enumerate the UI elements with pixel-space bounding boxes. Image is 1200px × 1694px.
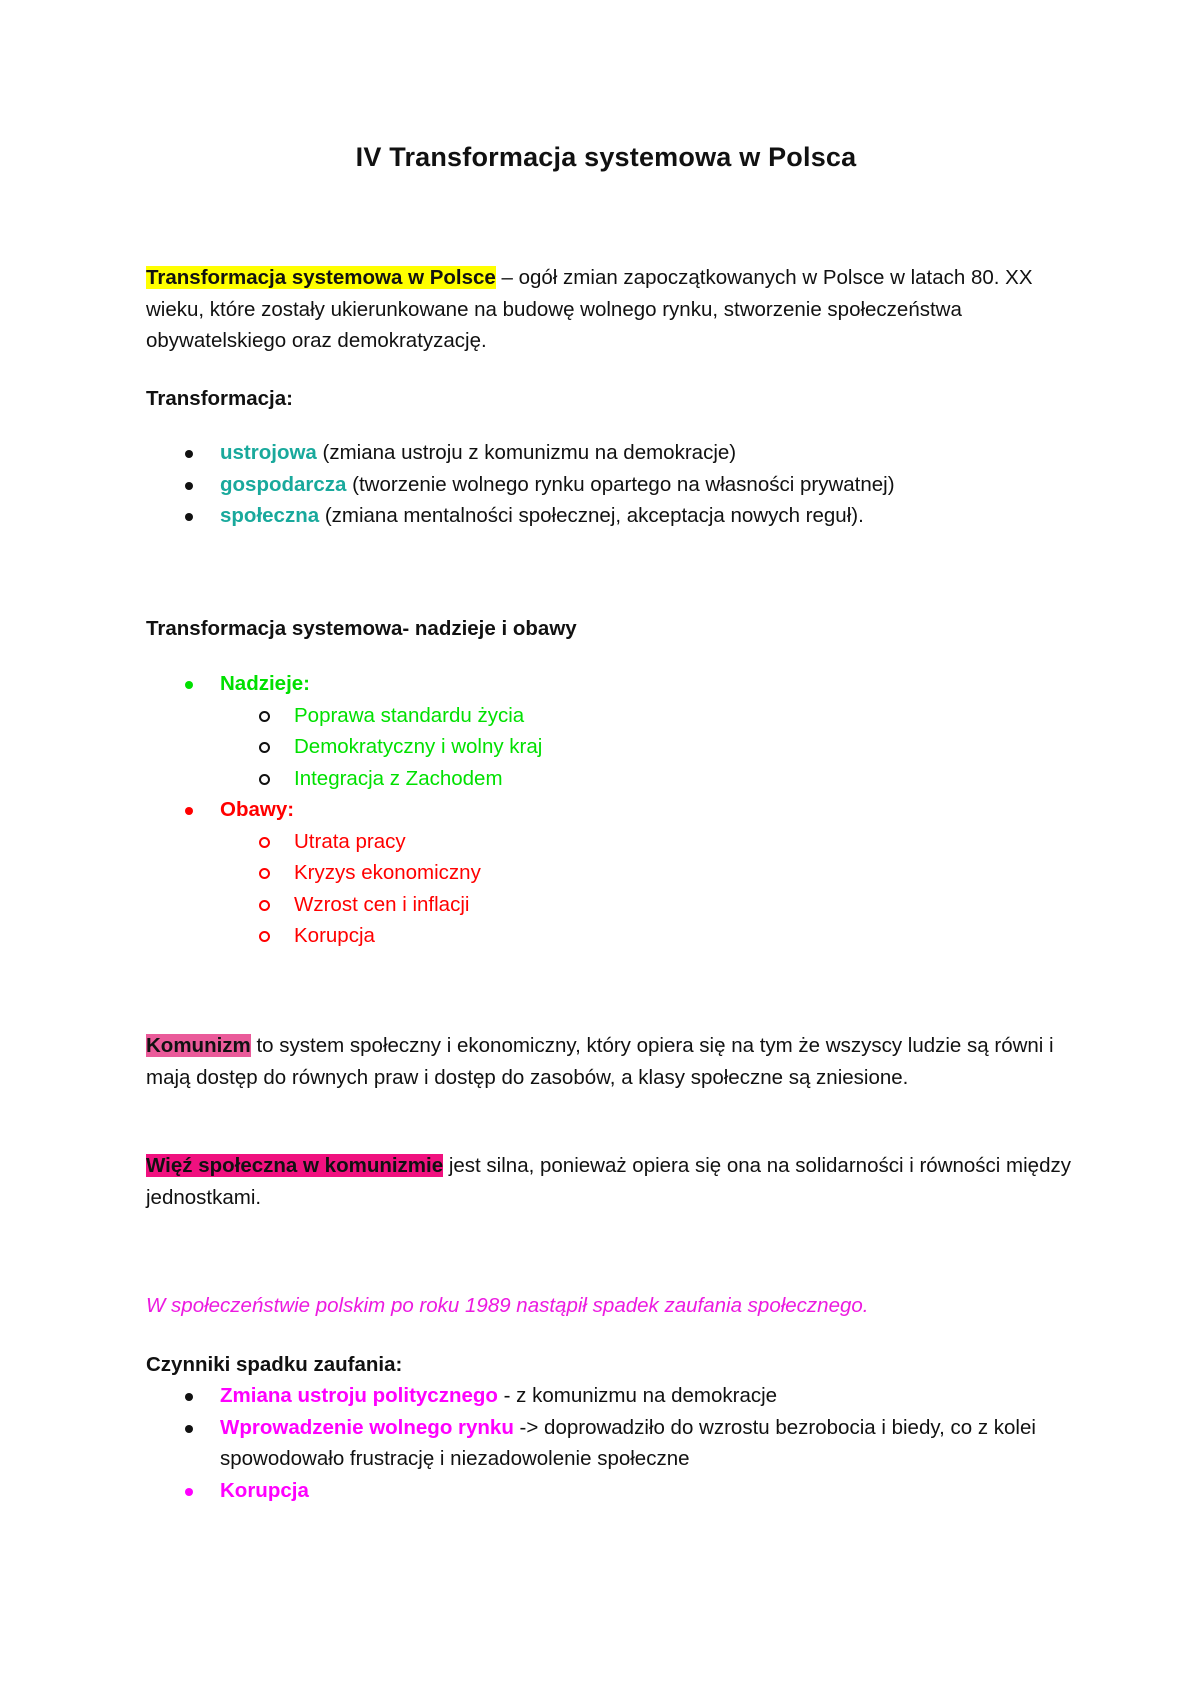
list-item bbox=[146, 469, 1076, 501]
hollow-bullet-icon bbox=[259, 742, 270, 753]
obawy-subitem bbox=[146, 826, 1076, 858]
list-item-term: społeczna bbox=[220, 504, 320, 527]
obawy-text: Korupcja bbox=[294, 924, 375, 947]
obawy-subitem bbox=[146, 920, 1076, 952]
nadzieje-subitem bbox=[146, 763, 1076, 795]
bullet-icon bbox=[185, 482, 193, 490]
hollow-bullet-icon bbox=[259, 837, 270, 848]
nadzieje-item bbox=[146, 668, 1076, 700]
obawy-subitem bbox=[146, 889, 1076, 921]
transformacja-list bbox=[146, 437, 1076, 532]
bullet-icon bbox=[185, 1425, 193, 1433]
list-item bbox=[146, 1412, 1076, 1475]
list-item-term: gospodarcza bbox=[220, 472, 347, 496]
list-item-term: ustrojowa bbox=[220, 441, 317, 464]
list-item bbox=[146, 1380, 1076, 1412]
trust-statement: W społeczeństwie polskim po roku 1989 nastąpił spadek zaufania społecznego. bbox=[146, 1294, 869, 1317]
wiez-text: jest silna, ponieważ opiera się ona na solidarności i równości między jednostkami. bbox=[146, 1154, 1071, 1209]
hollow-bullet-icon bbox=[259, 774, 270, 785]
nadzieje-text: Poprawa standardu życia bbox=[294, 703, 525, 727]
page-title: IV Transformacja systemowa w Polsca bbox=[355, 142, 857, 172]
list-item-desc: (tworzenie wolnego rynku opartego na własności prywatnej) bbox=[346, 472, 895, 496]
hollow-bullet-icon bbox=[259, 711, 270, 722]
definition-text: – ogół zmian zapoczątkowanych w Polsce w latach 80. XX wieku, które zostały ukierunkowane na budowę wolnego rynku, stworzenie społeczeństwa obywatelskiego oraz demokratyzację. bbox=[146, 266, 1033, 352]
obawy-item bbox=[146, 794, 1076, 826]
list-item-desc: (zmiana ustroju z komunizmu na demokracje) bbox=[316, 441, 737, 464]
hollow-bullet-icon bbox=[259, 900, 270, 911]
list-item-desc: - z komunizmu na demokracje bbox=[497, 1384, 778, 1407]
list-item-term: Zmiana ustroju politycznego bbox=[220, 1384, 498, 1407]
bullet-icon bbox=[185, 1393, 193, 1401]
bullet-icon bbox=[185, 513, 193, 521]
nadzieje-text: Demokratyczny i wolny kraj bbox=[294, 735, 543, 758]
bullet-icon bbox=[185, 450, 193, 458]
nadzieje-label: Nadzieje: bbox=[220, 672, 310, 695]
list-item bbox=[146, 1475, 1076, 1507]
nadzieje-obawy-list bbox=[146, 668, 1076, 952]
obawy-text: Utrata pracy bbox=[294, 829, 406, 853]
nadzieje-subitem bbox=[146, 700, 1076, 732]
obawy-subitem bbox=[146, 857, 1076, 889]
list-item-desc: -> doprowadziło do wzrostu bezrobocia i biedy, co z kolei spowodowało frustrację i niezadowolenie społeczne bbox=[220, 1415, 1036, 1470]
obawy-text: Kryzys ekonomiczny bbox=[294, 861, 481, 884]
nadzieje-obawy-heading: Transformacja systemowa- nadzieje i obawy bbox=[146, 617, 577, 640]
definition-term: Transformacja systemowa w Polsce bbox=[146, 266, 496, 289]
list-item bbox=[146, 437, 1076, 469]
obawy-label: Obawy: bbox=[220, 798, 295, 821]
nadzieje-subitem bbox=[146, 731, 1076, 763]
obawy-text: Wzrost cen i inflacji bbox=[294, 892, 470, 916]
hollow-bullet-icon bbox=[259, 868, 270, 879]
hollow-bullet-icon bbox=[259, 931, 270, 942]
komunizm-term: Komunizm bbox=[146, 1034, 251, 1057]
bullet-icon bbox=[185, 681, 193, 689]
czynniki-list bbox=[146, 1380, 1076, 1506]
bullet-icon bbox=[185, 807, 193, 815]
list-item-desc: (zmiana mentalności społecznej, akceptacja nowych reguł). bbox=[319, 504, 864, 527]
list-item-term: Korupcja bbox=[220, 1478, 309, 1502]
list-item-term: Wprowadzenie wolnego rynku bbox=[220, 1415, 514, 1439]
wiez-term: Więź społeczna w komunizmie bbox=[146, 1154, 444, 1177]
nadzieje-text: Integracja z Zachodem bbox=[294, 766, 503, 790]
wiez-paragraph bbox=[146, 1150, 1076, 1213]
komunizm-text: to system społeczny i ekonomiczny, który opiera się na tym że wszyscy ludzie są równi i mają dostęp do równych praw i dostęp do zasobów, a klasy społeczne są zniesione. bbox=[146, 1034, 1054, 1089]
bullet-icon bbox=[185, 1488, 193, 1496]
czynniki-heading: Czynniki spadku zaufania: bbox=[146, 1353, 403, 1376]
komunizm-paragraph bbox=[146, 1030, 1076, 1093]
transformacja-heading: Transformacja: bbox=[146, 387, 293, 410]
definition-paragraph bbox=[146, 262, 1076, 357]
list-item bbox=[146, 500, 1076, 532]
